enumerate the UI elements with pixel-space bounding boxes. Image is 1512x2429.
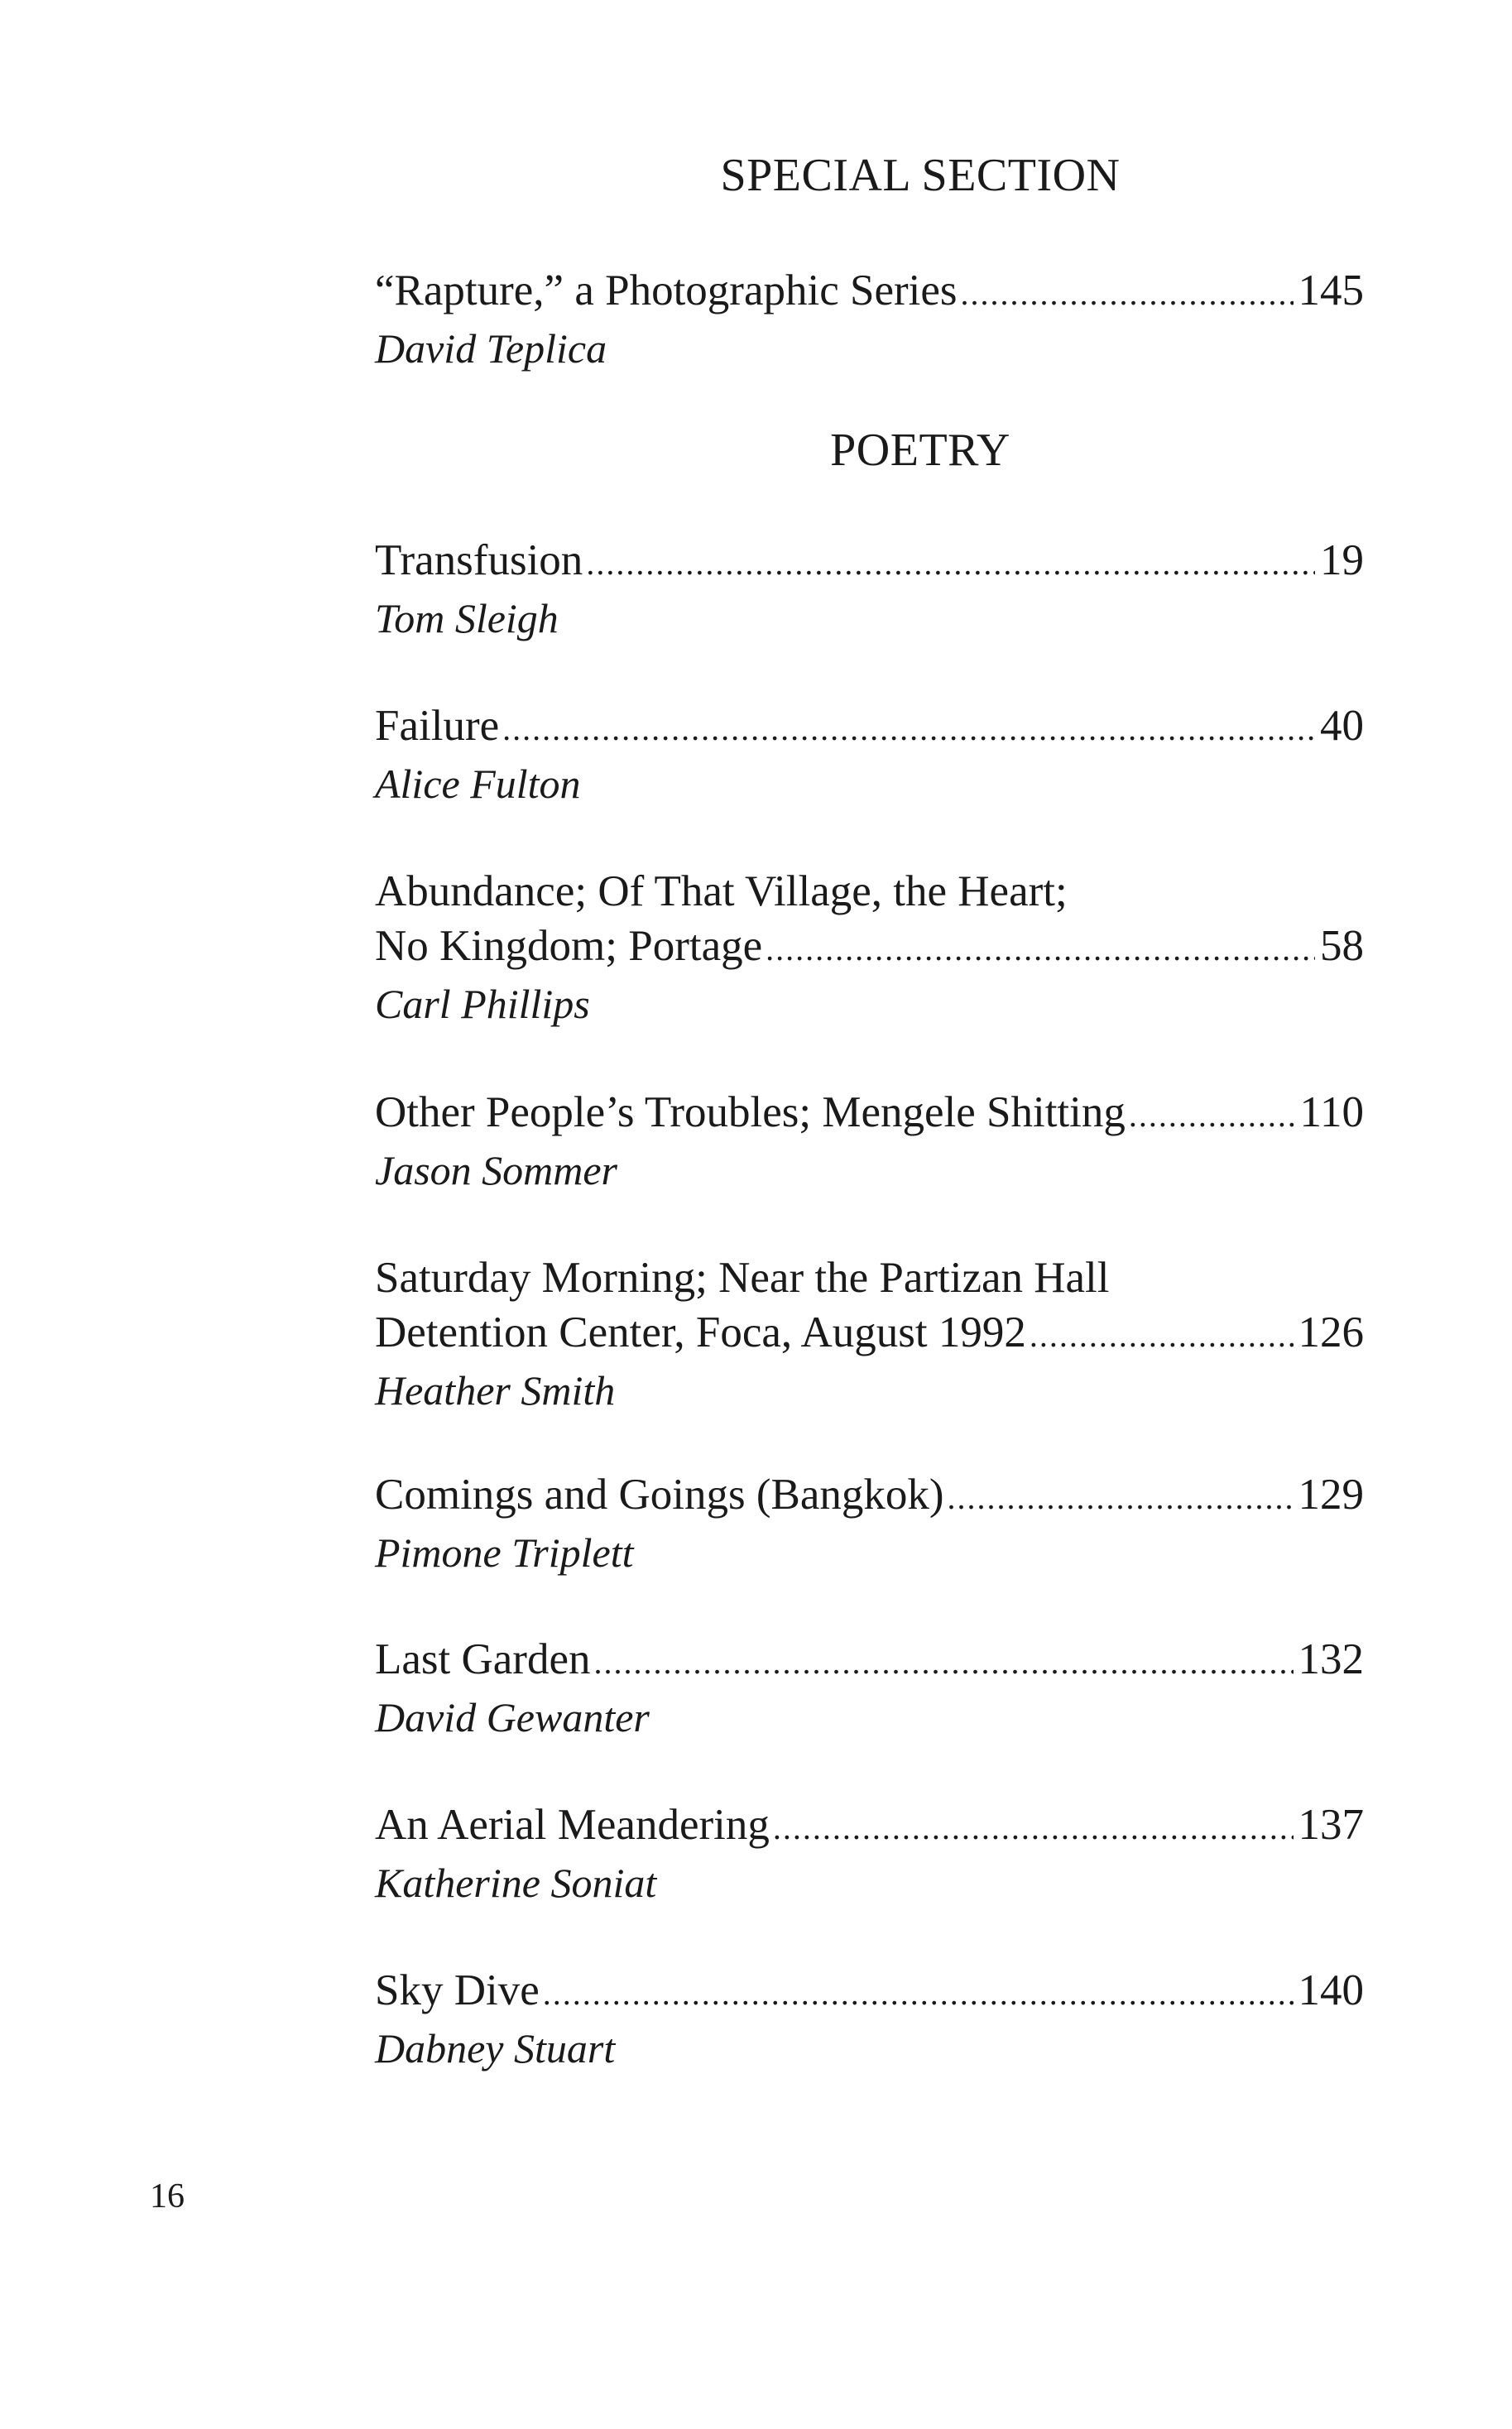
entry-author: Alice Fulton — [375, 761, 581, 807]
dot-leader — [773, 1801, 1294, 1855]
entry-author: David Teplica — [375, 325, 607, 372]
dot-leader — [948, 1471, 1294, 1525]
dot-leader — [543, 1966, 1294, 2021]
page-number: 110 — [1299, 1088, 1364, 1136]
toc-entry — [375, 1632, 1364, 1745]
dot-leader — [1030, 1308, 1294, 1363]
page-number: 140 — [1298, 1966, 1364, 2014]
entry-title-line1: Saturday Morning; Near the Partizan Hall — [375, 1254, 1110, 1302]
toc-entry — [375, 1963, 1364, 2076]
page-number: 58 — [1320, 922, 1364, 970]
page-number: 145 — [1298, 266, 1364, 314]
toc-entry — [375, 1251, 1364, 1418]
page-number: 137 — [1298, 1801, 1364, 1849]
entry-title: “Rapture,” a Photographic Series — [375, 266, 958, 314]
toc-entry — [375, 864, 1364, 1031]
page-number: 40 — [1320, 702, 1364, 750]
dot-leader — [1129, 1088, 1295, 1143]
poetry-heading: POETRY — [830, 425, 1010, 476]
entry-author: Pimone Triplett — [375, 1529, 634, 1576]
dot-leader — [586, 536, 1315, 591]
dot-leader — [593, 1635, 1293, 1690]
entry-title: Sky Dive — [375, 1966, 540, 2014]
entry-title-line1: Abundance; Of That Village, the Heart; — [375, 867, 1068, 915]
entry-title: Comings and Goings (Bangkok) — [375, 1471, 944, 1519]
dot-leader — [766, 922, 1315, 977]
toc-entry — [375, 533, 1364, 646]
page-number: 126 — [1298, 1308, 1364, 1356]
toc-entry — [375, 1467, 1364, 1580]
toc-entry — [375, 698, 1364, 811]
entry-title: An Aerial Meandering — [375, 1801, 770, 1849]
entry-title: No Kingdom; Portage — [375, 922, 763, 970]
entry-title: Last Garden — [375, 1635, 591, 1683]
entry-author: Tom Sleigh — [375, 595, 559, 641]
toc-entry — [375, 1085, 1364, 1198]
page-number: 19 — [1320, 536, 1364, 584]
page-folio: 16 — [150, 2177, 185, 2215]
entry-title: Failure — [375, 702, 500, 750]
dot-leader — [502, 702, 1315, 756]
entry-title: Other People’s Troubles; Mengele Shitting — [375, 1088, 1126, 1136]
entry-title: Transfusion — [375, 536, 583, 584]
entry-author: David Gewanter — [375, 1694, 650, 1740]
entry-author: Jason Sommer — [375, 1147, 618, 1193]
toc-entry — [375, 1798, 1364, 1910]
dot-leader — [961, 266, 1294, 321]
entry-author: Carl Phillips — [375, 981, 590, 1027]
entry-author: Heather Smith — [375, 1367, 616, 1414]
page-number: 129 — [1298, 1471, 1364, 1519]
entry-author: Katherine Soniat — [375, 1860, 657, 1906]
page-number: 132 — [1298, 1635, 1364, 1683]
toc-entry — [375, 263, 1364, 376]
special-section-heading: SPECIAL SECTION — [720, 150, 1121, 201]
entry-title: Detention Center, Foca, August 1992 — [375, 1308, 1026, 1356]
entry-author: Dabney Stuart — [375, 2025, 616, 2071]
